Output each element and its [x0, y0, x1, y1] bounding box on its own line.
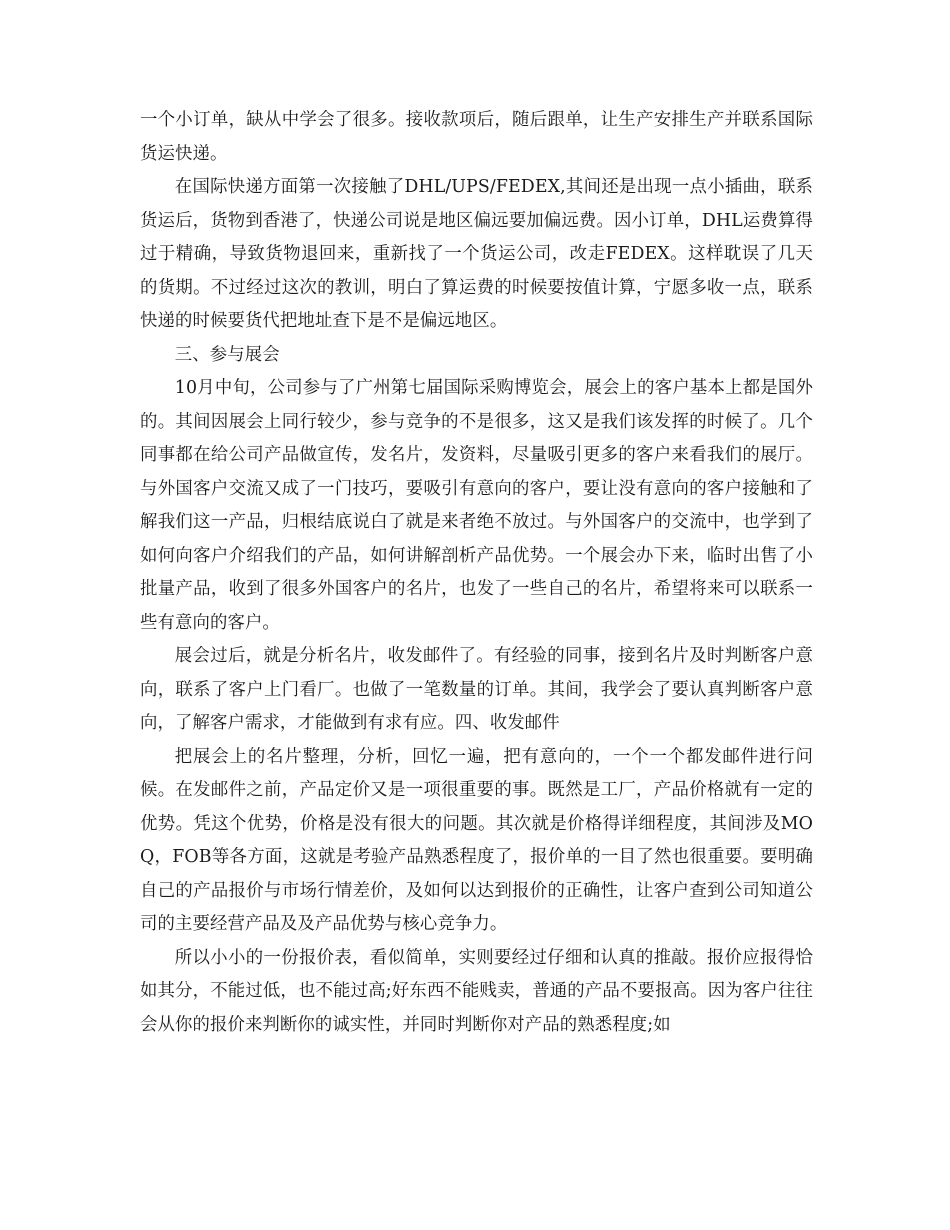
section-heading-3: 三、参与展会	[174, 344, 280, 365]
paragraph-4: 10月中旬，公司参与了广州第七届国际采购博览会，展会上的客户基本上都是国外的。其间因展会上同行较少，参与竞争的不是很多，这又是我们该发挥的时候了。几个同事都在给公司产品做宣传，发名片，发资料，尽量吸引更多的客户来看我们的展厅。与外国客户交流又成了一门技巧，要吸引有意向的客户，要让没有意向的客户接触和了解我们这一产品，归根结底说白了就是来者绝不放过。与外国客户的交流中，也学到了如何向客户介绍我们的产品，如何讲解剖析产品优势。一个展会办下来，临时出售了小批量产品，收到了很多外国客户的名片，也发了一些自己的名片，希望将来可以联系一些有意向的客户。	[140, 378, 813, 633]
paragraph-1: 一个小订单，缺从中学会了很多。接收款项后，随后跟单，让生产安排生产并联系国际货运快递。	[140, 110, 813, 164]
paragraph-6: 把展会上的名片整理，分析，回忆一遍，把有意向的，一个一个都发邮件进行问候。在发邮件之前，产品定价又是一项很重要的事。既然是工厂，产品价格就有一定的优势。凭这个优势，价格是没有很大的问题。其次就是价格得详细程度，其间涉及MOQ，FOB等各方面，这就是考验产品熟悉程度了，报价单的一目了然也很重要。要明确自己的产品报价与市场行情差价，及如何以达到报价的正确性，让客户查到公司知道公司的主要经营产品及及产品优势与核心竞争力。	[140, 746, 813, 934]
document-body	[140, 104, 813, 1042]
paragraph-5: 展会过后，就是分析名片，收发邮件了。有经验的同事，接到名片及时判断客户意向，联系了客户上门看厂。也做了一笔数量的订单。其间，我学会了要认真判断客户意向，了解客户需求，才能做到有求有应。四、收发邮件	[140, 646, 813, 733]
paragraph-2: 在国际快递方面第一次接触了DHL/UPS/FEDEX,其间还是出现一点小插曲，联系货运后，货物到香港了，快递公司说是地区偏远要加偏远费。因小订单，DHL运费算得过于精确，导致货物退回来，重新找了一个货运公司，改走FEDEX。这样耽误了几天的货期。不过经过这次的教训，明白了算运费的时候要按值计算，宁愿多收一点，联系快递的时候要货代把地址查下是不是偏远地区。	[140, 177, 813, 331]
paragraph-7: 所以小小的一份报价表，看似简单，实则要经过仔细和认真的推敲。报价应报得恰如其分，不能过低，也不能过高;好东西不能贱卖，普通的产品不要报高。因为客户往往会从你的报价来判断你的诚实性，并同时判断你对产品的熟悉程度;如	[140, 947, 813, 1035]
